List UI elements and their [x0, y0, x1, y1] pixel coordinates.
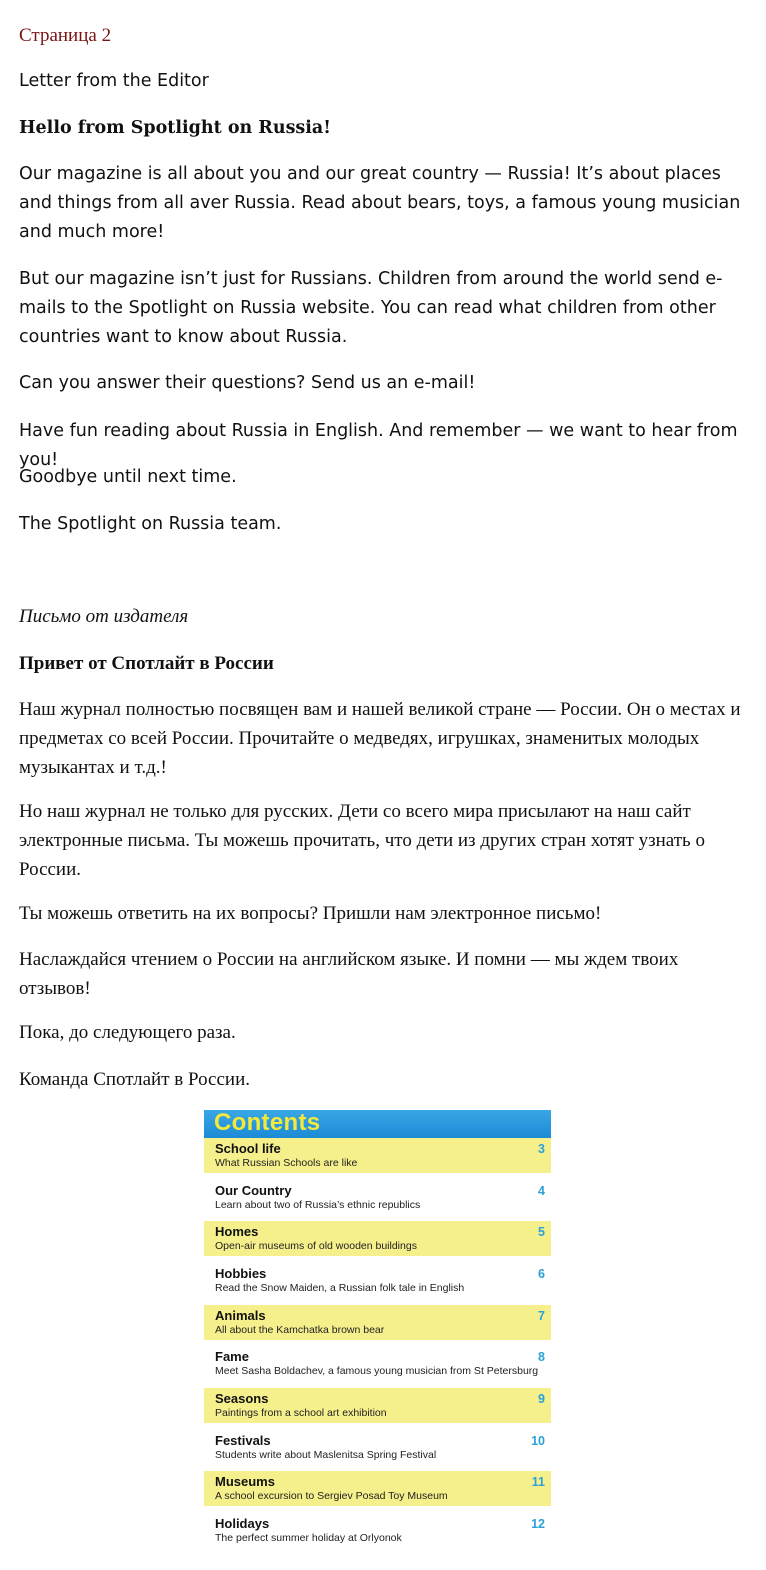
- contents-header: [204, 1110, 551, 1138]
- contents-entry: [204, 1180, 551, 1215]
- contents-entry: [204, 1221, 551, 1256]
- russian-paragraph-1: Наш журнал полностью посвящен вам и нашей великой стране — России. Он о местах и предметах со всей России. Прочитайте о медведях, игрушках, знаменитых молодых музыкантах и т.д.!: [19, 699, 741, 778]
- russian-heading: Привет от Спотлайт в России: [19, 653, 274, 674]
- entry-page-number: 8: [538, 1350, 545, 1364]
- entry-name: Seasons: [215, 1391, 269, 1406]
- english-paragraph-6: The Spotlight on Russia team.: [19, 514, 282, 534]
- entry-name: School life: [215, 1141, 281, 1156]
- entry-page-number: 7: [538, 1309, 545, 1323]
- entry-page-number: 11: [531, 1475, 545, 1489]
- english-paragraph-2: But our magazine isn’t just for Russians. Children from around the world send e-mails to the Spotlight on Russia website. You can read what children from other countries want to know about Russia.: [19, 269, 723, 347]
- entry-description: The perfect summer holiday at Orlyonok: [215, 1532, 402, 1544]
- entry-name: Hobbies: [215, 1266, 267, 1281]
- english-section-title: Letter from the Editor: [19, 71, 209, 91]
- contents-entry: [204, 1346, 551, 1381]
- english-paragraph-1: Our magazine is all about you and our great country — Russia! It’s about places and things from all aver Russia. Read about bears, toys, a famous young musician and much more!: [19, 164, 741, 242]
- contents-entry: [204, 1138, 551, 1173]
- russian-paragraph-6: Команда Спотлайт в России.: [19, 1069, 251, 1090]
- contents-entry: [204, 1263, 551, 1298]
- contents-title: Contents: [214, 1109, 321, 1136]
- entry-description: Paintings from a school art exhibition: [215, 1407, 387, 1419]
- entry-page-number: 4: [538, 1184, 545, 1198]
- contents-entry: [204, 1513, 551, 1548]
- entry-page-number: 5: [538, 1225, 545, 1239]
- contents-entry: [204, 1430, 551, 1465]
- entry-description: Students write about Maslenitsa Spring Festival: [215, 1449, 437, 1461]
- entry-name: Museums: [215, 1474, 275, 1489]
- english-paragraph-5: Goodbye until next time.: [19, 467, 237, 487]
- entry-description: Read the Snow Maiden, a Russian folk tale in English: [215, 1282, 465, 1294]
- entry-description: A school excursion to Sergiev Posad Toy Museum: [215, 1490, 448, 1502]
- entry-page-number: 9: [538, 1392, 545, 1406]
- russian-paragraph-3: Ты можешь ответить на их вопросы? Пришли нам электронное письмо!: [19, 903, 602, 924]
- page-label: Страница 2: [19, 25, 112, 46]
- contents-entry: [204, 1305, 551, 1340]
- entry-name: Fame: [215, 1349, 249, 1364]
- entry-name: Our Country: [215, 1183, 292, 1198]
- contents-entry: [204, 1388, 551, 1423]
- entry-name: Animals: [215, 1308, 266, 1323]
- english-paragraph-3: Can you answer their questions? Send us an e-mail!: [19, 373, 476, 393]
- contents-image: [204, 1110, 551, 1548]
- entry-description: All about the Kamchatka brown bear: [215, 1324, 385, 1336]
- entry-description: Open-air museums of old wooden buildings: [215, 1240, 417, 1252]
- entry-description: What Russian Schools are like: [215, 1157, 358, 1169]
- entry-page-number: 12: [531, 1517, 545, 1531]
- russian-section-title: Письмо от издателя: [19, 606, 189, 627]
- entry-page-number: 3: [538, 1142, 545, 1156]
- english-heading: Hello from Spotlight on Russia!: [19, 118, 331, 138]
- entry-description: Learn about two of Russia’s ethnic republics: [215, 1199, 421, 1211]
- entry-name: Festivals: [215, 1433, 271, 1448]
- russian-paragraph-4: Наслаждайся чтением о России на английском языке. И помни — мы ждем твоих отзывов!: [19, 949, 679, 999]
- entry-page-number: 6: [538, 1267, 545, 1281]
- entry-name: Holidays: [215, 1516, 270, 1531]
- russian-paragraph-5: Пока, до следующего раза.: [19, 1022, 236, 1043]
- entry-name: Homes: [215, 1224, 259, 1239]
- russian-paragraph-2: Но наш журнал не только для русских. Дети со всего мира присылают на наш сайт электронные письма. Ты можешь прочитать, что дети из других стран хотят узнать о России.: [19, 801, 705, 880]
- contents-entry: [204, 1471, 551, 1506]
- entry-page-number: 10: [531, 1434, 545, 1448]
- entry-description: Meet Sasha Boldachev, a famous young musician from St Petersburg: [215, 1365, 539, 1377]
- english-paragraph-4: Have fun reading about Russia in English. And remember — we want to hear from you!: [19, 421, 738, 470]
